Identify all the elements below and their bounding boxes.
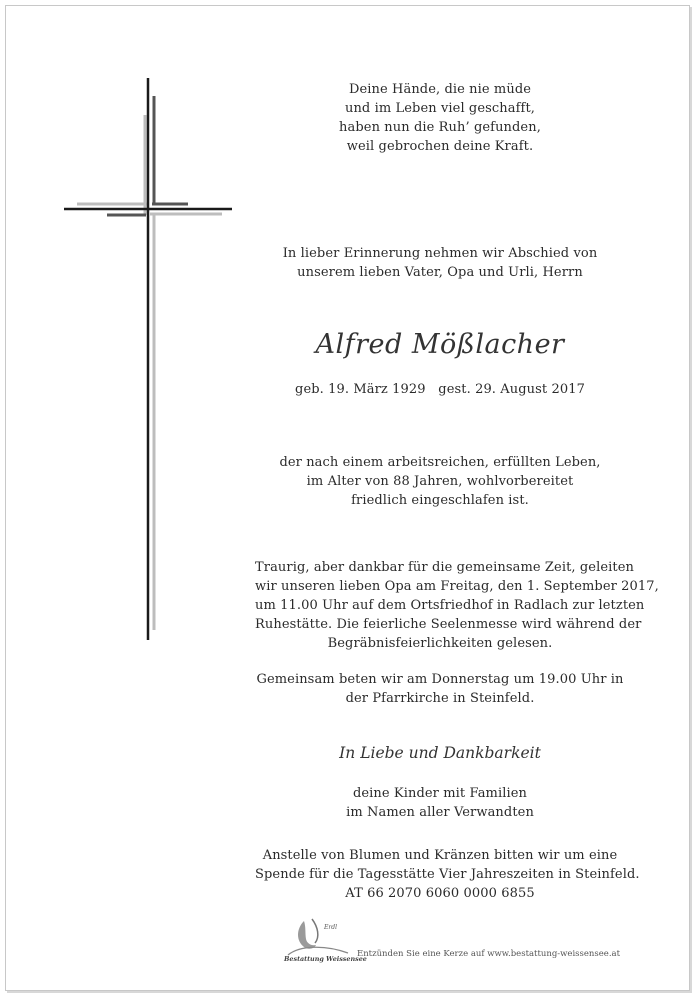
intro-block [255,244,625,282]
funeral-line: um 11.00 Uhr auf dem Ortsfriedhof in Radlach zur letzten [255,598,645,613]
funeral-line: Ruhestätte. Die feierliche Seelenmesse wird während der [255,617,642,632]
passing-line: der nach einem arbeitsreichen, erfüllten Leben, [279,455,601,470]
closing-heading-block [255,742,625,764]
closing-heading: In Liebe und Dankbarkeit [339,744,541,762]
funeral-line: Traurig, aber dankbar für die gemeinsame Zeit, geleiten [255,560,634,575]
funeral-line: wir unseren lieben Opa am Freitag, den 1. September 2017, [255,579,659,594]
prayer-line: der Pfarrkirche in Steinfeld. [345,691,535,706]
intro-line: unserem lieben Vater, Opa und Urli, Herrn [297,265,583,280]
funeral-block [255,558,659,653]
closing-line: im Namen aller Verwandten [346,805,534,820]
logo-small-text: Erdl [324,924,338,931]
passing-line: friedlich eingeschlafen ist. [351,493,529,508]
donation-line: AT 66 2070 6060 0000 6855 [345,886,535,901]
intro-line: In lieber Erinnerung nehmen wir Abschied von [282,246,598,261]
life-dates: geb. 19. März 1929 gest. 29. August 2017 [295,382,585,397]
donation-block [255,846,640,903]
verse-line: und im Leben viel geschafft, [344,101,536,116]
passing-block [255,453,625,510]
closing-line: deine Kinder mit Familien [352,786,528,801]
verse-line: weil gebrochen deine Kraft. [346,139,534,154]
name-block [255,328,625,362]
deceased-name: Alfred Mößlacher [315,329,565,360]
donation-line: Spende für die Tagesstätte Vier Jahreszeiten in Steinfeld. [255,867,640,882]
passing-line: im Alter von 88 Jahren, wohlvorbereitet [306,474,574,489]
verse-block [255,80,625,156]
dates-block [255,380,625,399]
prayer-block [255,670,625,708]
footer-candle-link[interactable]: Entzünden Sie eine Kerze auf www.bestattung-weissensee.at [357,949,621,959]
logo-text: Bestattung Weissensee [284,955,367,963]
verse-line: Deine Hände, die nie müde [348,82,532,97]
closing-block [255,784,625,822]
verse-line: haben nun die Ruh’ gefunden, [339,120,541,135]
prayer-line: Gemeinsam beten wir am Donnerstag um 19.00 Uhr in [256,672,624,687]
funeral-line: Begräbnisfeierlichkeiten gelesen. [327,636,553,651]
funeral-home-logo [282,915,367,967]
donation-line: Anstelle von Blumen und Kränzen bitten wir um eine [262,848,618,863]
